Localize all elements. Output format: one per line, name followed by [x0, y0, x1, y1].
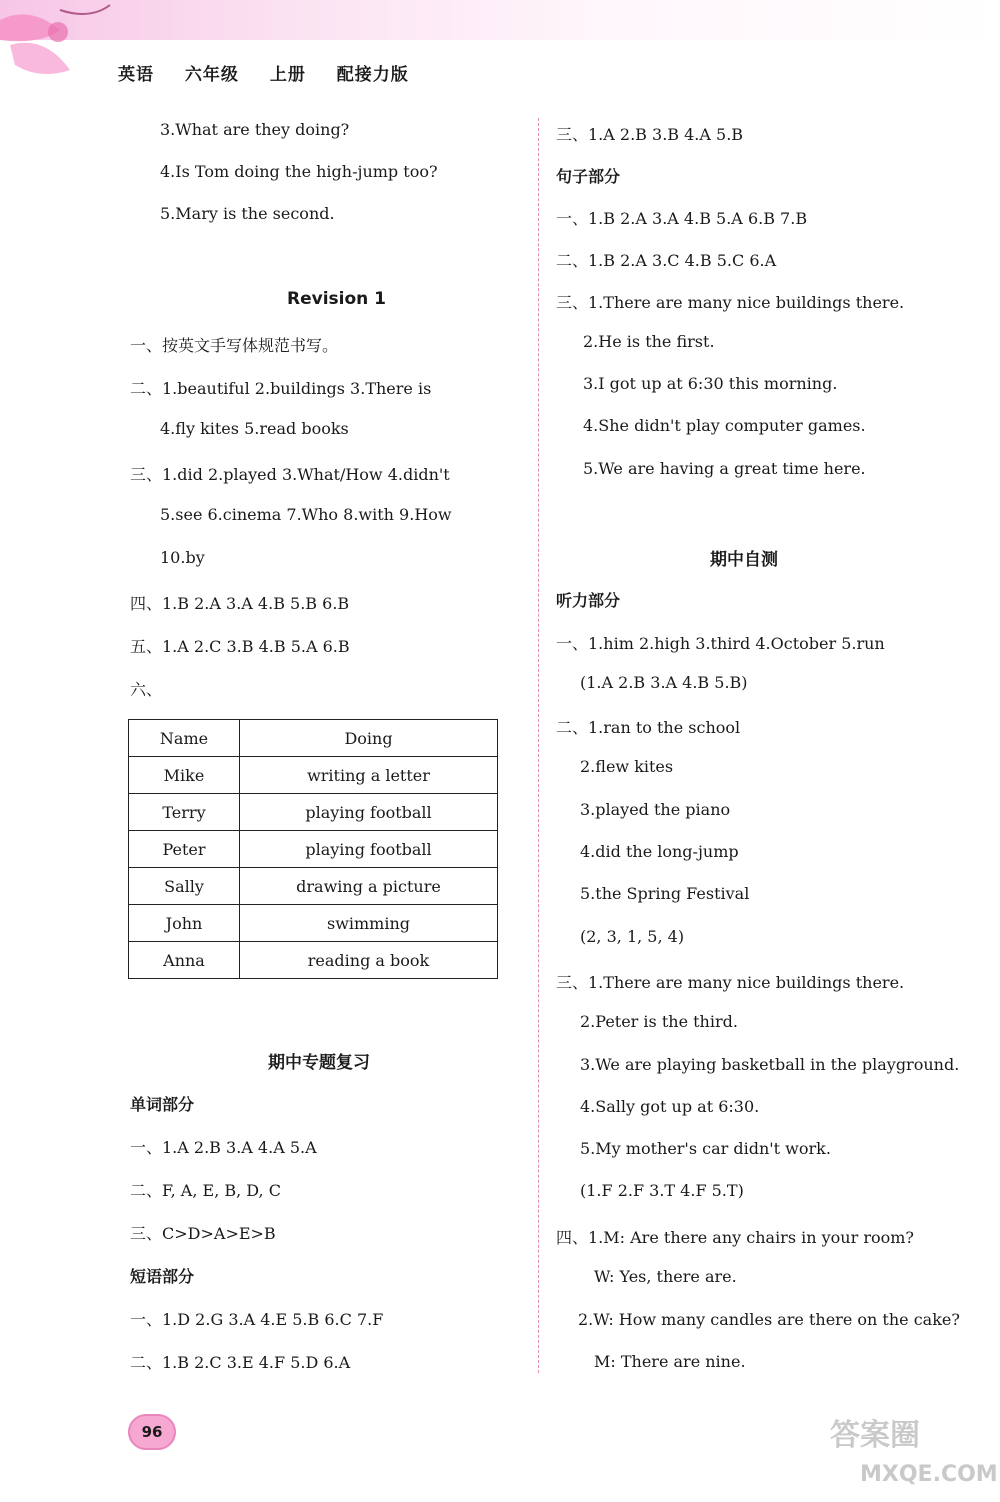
- answer-line: 二、1.B 2.C 3.E 4.F 5.D 6.A: [130, 1353, 351, 1372]
- page-number: 96: [141, 1423, 163, 1441]
- header-edition: 配接力版: [336, 65, 409, 85]
- phrases-heading: 短语部分: [130, 1267, 195, 1286]
- table-row: [129, 905, 498, 942]
- table-row: [129, 942, 498, 979]
- answer-line: 三、C>D>A>E>B: [130, 1224, 276, 1243]
- sentences-heading: 句子部分: [556, 167, 621, 186]
- answer-line: 2.Peter is the third.: [580, 1012, 738, 1031]
- table-cell-doing: drawing a picture: [240, 868, 498, 905]
- answer-line: 5.the Spring Festival: [580, 884, 750, 903]
- watermark-url: MXQE.COM: [860, 1462, 998, 1487]
- table-cell-doing: playing football: [240, 831, 498, 868]
- header-banner: [0, 0, 1000, 40]
- table-cell-name: Peter: [129, 831, 240, 868]
- answer-line: 3.I got up at 6:30 this morning.: [583, 374, 838, 393]
- answer-line: 2.W: How many candles are there on the cake?: [578, 1310, 960, 1329]
- table-header-doing: Doing: [240, 720, 498, 757]
- table-header-row: [129, 720, 498, 757]
- answer-line: M: There are nine.: [594, 1352, 746, 1371]
- table-cell-name: Sally: [129, 868, 240, 905]
- answer-line: 4.Is Tom doing the high-jump too?: [160, 162, 438, 181]
- watermark-logo: 答案圈: [830, 1418, 920, 1453]
- table-cell-doing: writing a letter: [240, 757, 498, 794]
- answer-line: 二、1.beautiful 2.buildings 3.There is: [130, 379, 432, 398]
- revision-title: Revision 1: [287, 289, 387, 309]
- table-cell-name: Mike: [129, 757, 240, 794]
- answer-line: 3.What are they doing?: [160, 120, 350, 139]
- table-cell-name: Terry: [129, 794, 240, 831]
- answer-line: 2.flew kites: [580, 757, 674, 776]
- answer-line: 2.He is the first.: [583, 332, 715, 351]
- midterm-test-title: 期中自测: [710, 550, 778, 570]
- answer-line: 3.We are playing basketball in the playground.: [580, 1055, 960, 1074]
- answer-line: 三、1.There are many nice buildings there.: [556, 293, 905, 312]
- table-cell-doing: swimming: [240, 905, 498, 942]
- table-cell-doing: reading a book: [240, 942, 498, 979]
- midterm-review-title: 期中专题复习: [268, 1053, 370, 1073]
- answer-line: (1.F 2.F 3.T 4.F 5.T): [580, 1181, 744, 1200]
- answer-line: 5.We are having a great time here.: [583, 459, 866, 478]
- table-cell-doing: playing football: [240, 794, 498, 831]
- answer-line: 三、1.A 2.B 3.B 4.A 5.B: [556, 125, 744, 144]
- table-row: [129, 831, 498, 868]
- answer-line: W: Yes, there are.: [594, 1267, 737, 1286]
- answer-line: 一、1.D 2.G 3.A 4.E 5.B 6.C 7.F: [130, 1310, 384, 1329]
- page-header: [118, 60, 433, 85]
- answer-line: 4.did the long-jump: [580, 842, 739, 861]
- header-subject: 英语: [118, 65, 154, 85]
- answer-line: 4.Sally got up at 6:30.: [580, 1097, 760, 1116]
- flower-decoration-icon: [0, 0, 120, 90]
- table-cell-name: John: [129, 905, 240, 942]
- answer-line: 二、F, A, E, B, D, C: [130, 1181, 281, 1200]
- answer-line: 5.Mary is the second.: [160, 204, 335, 223]
- table-header-name: Name: [129, 720, 240, 757]
- table-cell-name: Anna: [129, 942, 240, 979]
- answer-line: 一、1.A 2.B 3.A 4.A 5.A: [130, 1138, 317, 1157]
- answer-line: 10.by: [160, 548, 205, 567]
- answer-line: 四、1.M: Are there any chairs in your room?: [556, 1228, 915, 1247]
- answer-line: 六、: [130, 680, 163, 699]
- answer-line: 5.see 6.cinema 7.Who 8.with 9.How: [160, 505, 452, 524]
- column-divider: [538, 118, 539, 1373]
- answer-line: (2, 3, 1, 5, 4): [580, 927, 685, 946]
- answer-line: 一、1.B 2.A 3.A 4.B 5.A 6.B 7.B: [556, 209, 808, 228]
- answer-line: 五、1.A 2.C 3.B 4.B 5.A 6.B: [130, 637, 350, 656]
- answer-line: 三、1.There are many nice buildings there.: [556, 973, 905, 992]
- answer-line: 5.My mother's car didn't work.: [580, 1139, 831, 1158]
- answer-line: 3.played the piano: [580, 800, 731, 819]
- words-heading: 单词部分: [130, 1095, 195, 1114]
- answer-line: 4.She didn't play computer games.: [583, 416, 866, 435]
- answer-line: 三、1.did 2.played 3.What/How 4.didn't: [130, 465, 450, 484]
- answer-line: 一、按英文手写体规范书写。: [130, 336, 339, 355]
- page-number-badge: [128, 1414, 176, 1450]
- answer-line: 4.fly kites 5.read books: [160, 419, 349, 438]
- answer-line: 二、1.B 2.A 3.C 4.B 5.C 6.A: [556, 251, 777, 270]
- answer-line: 四、1.B 2.A 3.A 4.B 5.B 6.B: [130, 594, 350, 613]
- header-grade: 六年级: [184, 65, 239, 85]
- table-row: [129, 757, 498, 794]
- listening-heading: 听力部分: [556, 591, 621, 610]
- answer-line: 一、1.him 2.high 3.third 4.October 5.run: [556, 634, 885, 653]
- answer-line: 二、1.ran to the school: [556, 718, 741, 737]
- table-row: [129, 794, 498, 831]
- name-doing-table: [128, 719, 498, 979]
- table-row: [129, 868, 498, 905]
- answer-line: (1.A 2.B 3.A 4.B 5.B): [580, 673, 748, 692]
- header-volume: 上册: [269, 65, 306, 85]
